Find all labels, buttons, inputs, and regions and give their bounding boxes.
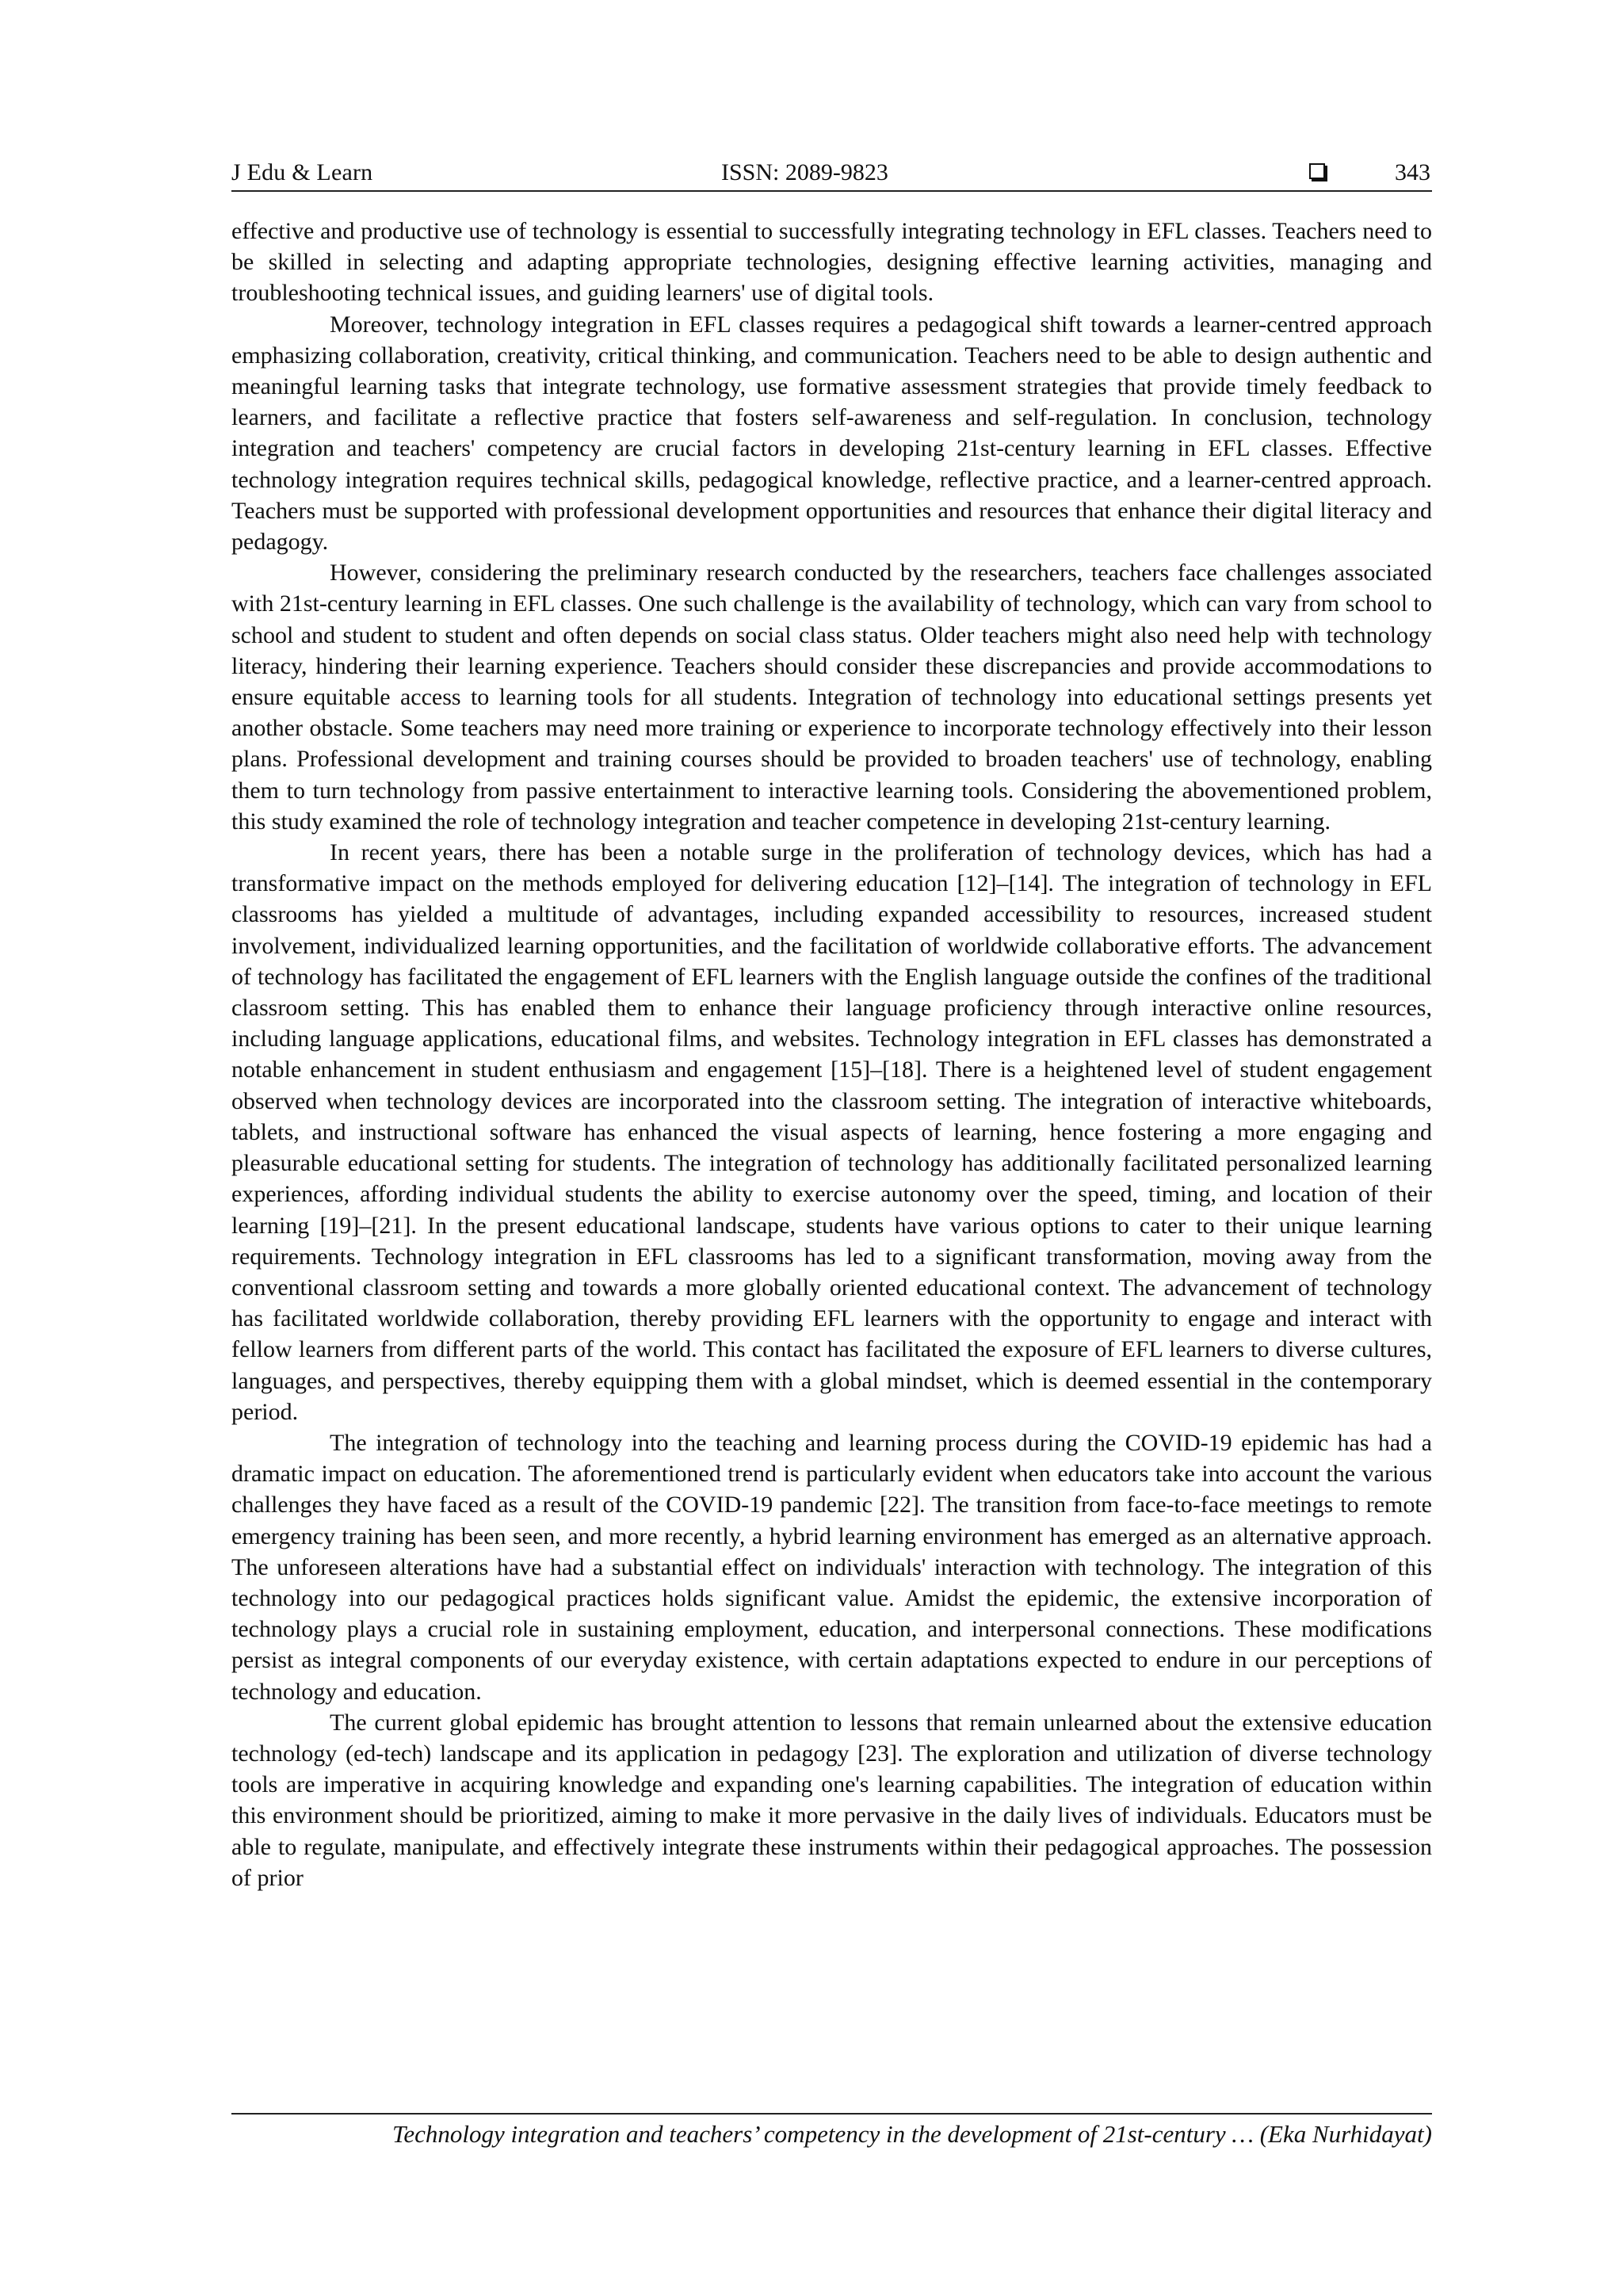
- paragraph: However, considering the preliminary research conducted by the researchers, teachers face challenges associated with 21st-century learning in EFL classes. One such challenge is the availability of technology, which can vary from school to school and student to student and often depends on social class status. Older teachers might also need help with technology literacy, hindering their learning experience. Teachers should consider these discrepancies and provide accommodations to ensure equitable access to learning tools for all students. Integration of technology into educational settings presents yet another obstacle. Some teachers may need more training or experience to incorporate technology effectively into their lesson plans. Professional development and training courses should be provided to broaden teachers' use of technology, enabling them to turn technology from passive entertainment to interactive learning tools. Considering the abovementioned problem, this study examined the role of technology integration and teacher competence in developing 21st-century learning.: [231, 560, 1432, 835]
- running-footer: Technology integration and teachers’ competency in the development of 21st-century … (Eka Nurhidayat): [391, 2120, 1432, 2148]
- paragraph: In recent years, there has been a notable surge in the proliferation of technology devices, which has had a transformative impact on the methods employed for delivering education [12]–[14]. The integration of technology in EFL classrooms has yielded a multitude of advantages, including expanded accessibility to resources, increased student involvement, individualized learning opportunities, and the facilitation of worldwide collaborative efforts. The advancement of technology has facilitated the engagement of EFL learners with the English language outside the confines of the traditional classroom setting. This has enabled them to enhance their language proficiency through interactive online resources, including language applications, educational films, and websites. Technology integration in EFL classes has demonstrated a notable enhancement in student enthusiasm and engagement [15]–[18]. There is a heightened level of student engagement observed when technology devices are incorporated into the classroom setting. The integration of interactive whiteboards, tablets, and instructional software has enhanced the visual aspects of learning, hence fostering a more engaging and pleasurable educational setting for students. The integration of technology has additionally facilitated personalized learning experiences, affording individual students the ability to exercise autonomy over the speed, timing, and location of their learning [19]–[21]. In the present educational landscape, students have various options to cater to their unique learning requirements. Technology integration in EFL classrooms has led to a significant transformation, moving away from the conventional classroom setting and towards a more globally oriented educational context. The advancement of technology has facilitated worldwide collaboration, thereby providing EFL learners with the opportunity to engage and interact with fellow learners from different parts of the world. This contact has facilitated the exposure of EFL learners to diverse cultures, languages, and perspectives, thereby equipping them with a global mindset, which is deemed essential in the contemporary period.: [231, 839, 1432, 1425]
- paragraph: Moreover, technology integration in EFL classes requires a pedagogical shift towards a learner-centred approach emphasizing collaboration, creativity, critical thinking, and communication. Teachers need to be able to design authentic and meaningful learning tasks that integrate technology, use formative assessment strategies that provide timely feedback to learners, and facilitate a reflective practice that fosters self-awareness and self-regulation. In conclusion, technology integration and teachers' competency are crucial factors in developing 21st-century learning in EFL classes. Effective technology integration requires technical skills, pedagogical knowledge, reflective practice, and a learner-centred approach. Teachers must be supported with professional development opportunities and resources that enhance their digital literacy and pedagogy.: [231, 311, 1432, 556]
- header-rule: [231, 190, 1432, 192]
- issn-label: ISSN: 2089-9823: [721, 159, 888, 185]
- page-number: 343: [1395, 159, 1430, 185]
- paragraph-last: The current global epidemic has brought attention to lessons that remain unlearned about the extensive education technology (ed-tech) landscape and its application in pedagogy [23]. The exploration and utilization of diverse technology tools are imperative in acquiring knowledge and expanding one's learning capabilities. The integration of education within this environment should be prioritized, aiming to make it more pervasive in the daily lives of individuals. Educators must be able to regulate, manipulate, and effectively integrate these instruments within their pedagogical approaches. The possession of prior: [231, 1709, 1432, 1891]
- body-text: [231, 216, 1432, 1893]
- paragraph-continued: effective and productive use of technology is essential to successfully integrating technology in EFL classes. Teachers need to be skilled in selecting and adapting appropriate technologies, designing effective learning activities, managing and troubleshooting technical issues, and guiding learners' use of digital tools.: [231, 218, 1432, 307]
- journal-name: J Edu & Learn: [231, 159, 373, 185]
- paragraph: The integration of technology into the teaching and learning process during the COVID-19 epidemic has had a dramatic impact on education. The aforementioned trend is particularly evident when educators take into account the various challenges they have faced as a result of the COVID-19 pandemic [22]. The transition from face-to-face meetings to remote emergency training has been seen, and more recently, a hybrid learning environment has emerged as an alternative approach. The unforeseen alterations have had a substantial effect on individuals' interaction with technology. The integration of this technology into our pedagogical practices holds significant value. Amidst the epidemic, the extensive incorporation of technology plays a crucial role in sustaining employment, education, and interpersonal connections. These modifications persist as integral components of our everyday existence, with certain adaptations expected to endure in our perceptions of technology and education.: [231, 1429, 1432, 1705]
- page-header: [231, 155, 1432, 190]
- footer-rule: [231, 2113, 1432, 2115]
- square-box-icon: [1309, 163, 1325, 179]
